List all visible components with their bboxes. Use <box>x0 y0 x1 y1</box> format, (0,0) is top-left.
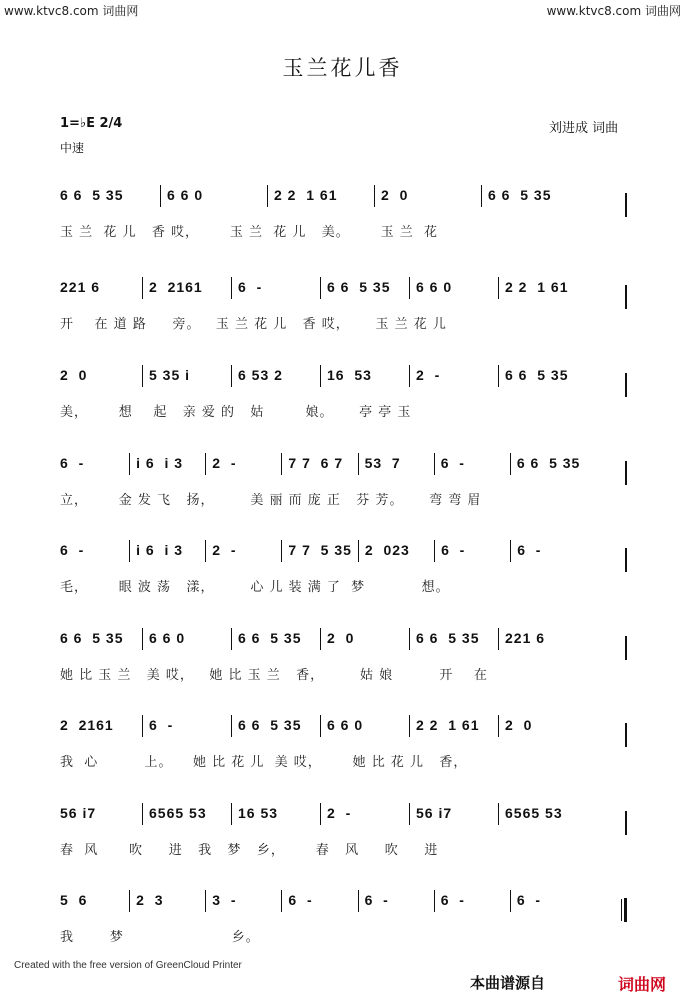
measure: 16 53 <box>327 366 372 383</box>
source-brand: 本曲谱源自 <box>470 974 546 992</box>
bar-line <box>624 898 627 922</box>
lyrics-line: 毛， 眼 波 荡 漾， 心 儿 装 满 了 梦 想。 <box>60 580 450 595</box>
measure: 2 2 1 61 <box>505 278 569 295</box>
lyrics-line: 春 风 吹 进 我 梦 乡， 春 风 吹 进 <box>60 843 439 858</box>
notation-system <box>0 365 685 455</box>
measure: 6 6 0 <box>149 629 186 646</box>
measure: 2 3 <box>136 891 164 908</box>
measure: 2 - <box>212 454 237 471</box>
bar-line <box>231 715 232 737</box>
tempo-marking: 中速 <box>60 141 85 155</box>
bar-line <box>625 636 627 660</box>
bar-line <box>320 803 321 825</box>
bar-line <box>231 365 232 387</box>
bar-line <box>625 285 627 309</box>
bar-line <box>409 803 410 825</box>
bar-line <box>498 803 499 825</box>
measure: i 6 i 3 <box>136 541 184 558</box>
measure: 6565 53 <box>505 804 563 821</box>
notation-system <box>0 803 685 893</box>
bar-line <box>267 185 268 207</box>
measure: 6 - <box>517 541 542 558</box>
measure: 6 - <box>149 716 174 733</box>
notation-system <box>0 453 685 543</box>
measure: 6 - <box>288 891 313 908</box>
notation-line <box>60 185 626 215</box>
bar-line <box>142 277 143 299</box>
measure: 6565 53 <box>149 804 207 821</box>
measure: 2 - <box>212 541 237 558</box>
measure: 6 6 0 <box>167 186 204 203</box>
bar-line <box>142 715 143 737</box>
measure: 2 2161 <box>149 278 203 295</box>
bar-line <box>358 453 359 475</box>
measure: 5 35 i <box>149 366 191 383</box>
bar-line <box>281 890 282 912</box>
bar-line <box>409 628 410 650</box>
lyrics-line: 美， 想 起 亲 爱 的 姑 娘。 亭 亭 玉 <box>60 405 412 420</box>
bar-line <box>281 540 282 562</box>
measure: 7 7 6 7 <box>288 454 344 471</box>
measure: 6 - <box>238 278 263 295</box>
bar-line <box>625 461 627 485</box>
notation-line <box>60 715 626 745</box>
watermark-right: www.ktvc8.com 词曲网 <box>546 4 681 18</box>
measure: 2 0 <box>60 366 88 383</box>
measure: 56 i7 <box>416 804 453 821</box>
measure: 2 0 <box>327 629 355 646</box>
bar-line <box>625 193 627 217</box>
bar-line <box>510 540 511 562</box>
measure: 7 7 5 35 <box>288 541 352 558</box>
notation-system <box>0 628 685 718</box>
bar-line <box>481 185 482 207</box>
watermark-left: www.ktvc8.com 词曲网 <box>4 4 139 18</box>
bar-line <box>434 453 435 475</box>
printer-note: Created with the free version of GreenCloud Printer <box>14 960 242 971</box>
measure: 6 6 5 35 <box>416 629 480 646</box>
measure: 6 53 2 <box>238 366 283 383</box>
notation-system <box>0 277 685 367</box>
measure: 56 i7 <box>60 804 97 821</box>
measure: 6 6 0 <box>416 278 453 295</box>
key-signature: 1=♭E 2/4 <box>60 116 123 131</box>
measure: 6 6 5 35 <box>327 278 391 295</box>
measure: 3 - <box>212 891 237 908</box>
bar-line <box>498 715 499 737</box>
bar-line <box>498 365 499 387</box>
bar-line <box>231 628 232 650</box>
notation-line <box>60 890 626 920</box>
measure: 6 6 5 35 <box>238 716 302 733</box>
bar-line <box>625 373 627 397</box>
measure: 2 2161 <box>60 716 114 733</box>
bar-line <box>374 185 375 207</box>
bar-line <box>129 540 130 562</box>
lyrics-line: 立， 金 发 飞 扬， 美 丽 而 庞 正 芬 芳。 弯 弯 眉 <box>60 493 482 508</box>
notation-system <box>0 715 685 805</box>
bar-line <box>358 890 359 912</box>
measure: 2 - <box>416 366 441 383</box>
measure: 221 6 <box>505 629 546 646</box>
measure: 6 6 5 35 <box>505 366 569 383</box>
bar-line <box>142 628 143 650</box>
measure: 6 6 5 35 <box>60 629 124 646</box>
measure: 6 - <box>516 891 542 908</box>
measure: 221 6 <box>60 278 101 295</box>
bar-line <box>320 628 321 650</box>
measure: i 6 i 3 <box>136 454 184 471</box>
notation-system <box>0 540 685 630</box>
lyrics-line: 她 比 玉 兰 美 哎， 她 比 玉 兰 香， 姑 娘 开 在 <box>60 668 488 683</box>
bar-line <box>409 365 410 387</box>
bar-line <box>434 540 435 562</box>
measure: 6 6 5 35 <box>488 186 552 203</box>
measure: 2 2 1 61 <box>416 716 480 733</box>
credit: 刘进成 词曲 <box>549 121 619 136</box>
measure: 6 6 5 35 <box>238 629 302 646</box>
measure: 16 53 <box>238 804 279 821</box>
measure: 6 6 5 35 <box>516 454 581 471</box>
bar-line <box>281 453 282 475</box>
song-title: 玉兰花儿香 <box>282 56 403 80</box>
measure: 6 - <box>60 541 85 558</box>
measure: 6 - <box>364 891 389 908</box>
measure: 6 - <box>440 454 465 471</box>
measure: 6 6 5 35 <box>60 186 124 203</box>
measure: 6 - <box>60 454 85 471</box>
bar-line <box>434 890 435 912</box>
measure: 2 0 <box>505 716 533 733</box>
bar-line <box>320 365 321 387</box>
measure: 2 023 <box>364 541 410 558</box>
measure: 53 7 <box>364 454 401 471</box>
bar-line <box>160 185 161 207</box>
measure: 2 2 1 61 <box>274 186 338 203</box>
bar-line <box>625 548 627 572</box>
bar-line <box>231 277 232 299</box>
bar-line <box>409 715 410 737</box>
bar-line <box>142 803 143 825</box>
bar-line <box>409 277 410 299</box>
bar-line <box>498 628 499 650</box>
notation-line <box>60 277 626 307</box>
bar-line <box>205 540 206 562</box>
measure: 5 6 <box>60 891 88 908</box>
lyrics-line: 我 梦 乡。 <box>60 930 260 945</box>
notation-line <box>60 628 626 658</box>
measure: 6 6 0 <box>327 716 364 733</box>
bar-line <box>510 890 511 912</box>
bar-line <box>625 811 627 835</box>
bar-line <box>129 890 130 912</box>
notation-line <box>60 540 626 570</box>
measure: 2 0 <box>381 186 409 203</box>
bar-line <box>625 723 627 747</box>
measure: 6 - <box>440 891 465 908</box>
bar-line <box>320 277 321 299</box>
bar-line <box>205 453 206 475</box>
bar-line <box>320 715 321 737</box>
notation-line <box>60 803 626 833</box>
bar-line <box>358 540 359 562</box>
bar-line <box>129 453 130 475</box>
bar-line <box>498 277 499 299</box>
bar-line <box>205 890 206 912</box>
notation-line <box>60 453 626 483</box>
lyrics-line: 我 心 上。 她 比 花 儿 美 哎， 她 比 花 儿 香， <box>60 755 468 770</box>
lyrics-line: 开 在 道 路 旁。 玉 兰 花 儿 香 哎， 玉 兰 花 儿 <box>60 317 447 332</box>
notation-line <box>60 365 626 395</box>
notation-system <box>0 185 685 275</box>
site-logo: 词曲网 <box>618 975 667 994</box>
measure: 6 - <box>441 541 466 558</box>
bar-line <box>510 453 511 475</box>
lyrics-line: 玉 兰 花 儿 香 哎， 玉 兰 花 儿 美。 玉 兰 花 <box>60 225 438 240</box>
measure: 2 - <box>327 804 352 821</box>
bar-line <box>231 803 232 825</box>
bar-line <box>142 365 143 387</box>
